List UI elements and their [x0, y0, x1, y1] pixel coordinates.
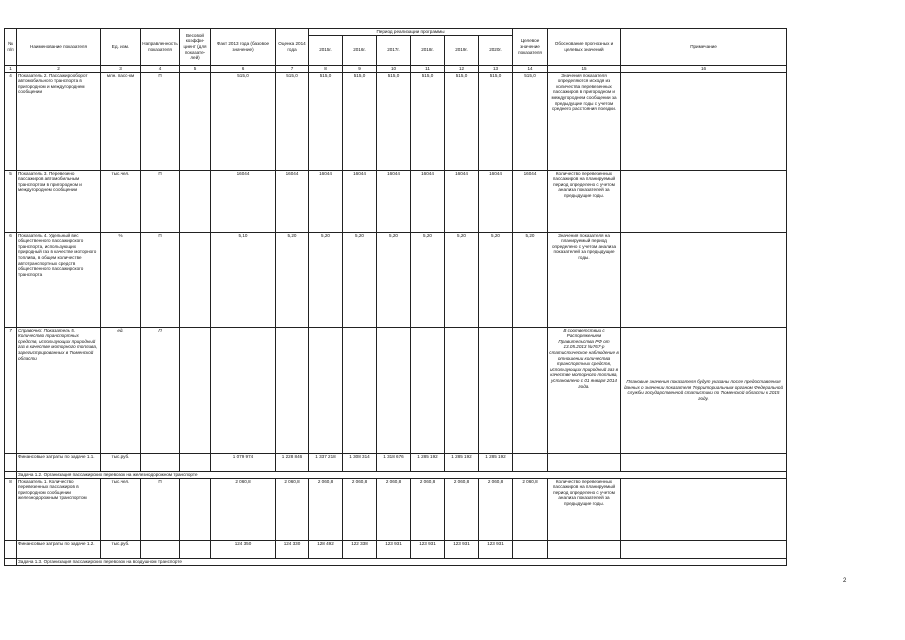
row-year-value	[479, 327, 513, 453]
row-year-value: 16044	[445, 170, 479, 232]
finance-unit: тыс.руб.	[101, 453, 141, 471]
header-weight: Весовой коэффи-циент (для показате-лей)	[180, 29, 211, 66]
column-number: 3	[101, 65, 141, 72]
page-number: 2	[843, 578, 847, 584]
header-fact2013: Факт 2013 года (базовое значение)	[211, 29, 276, 66]
row-year-value	[377, 327, 411, 453]
column-number: 4	[141, 65, 180, 72]
row-target: 5,20	[513, 232, 548, 327]
task-title: Задача 1.2. Организация пассажирских перевозок на железнодорожном транспорте	[17, 471, 787, 478]
row-indicator-name: Справочно: Показатель 5. Количество транспортных средств, использующих природный газ в качестве моторного топлива, зарегистрированных в Тюменской области	[17, 327, 101, 453]
row-year-value: 515,0	[309, 72, 343, 170]
row-fact2013: 16044	[211, 170, 276, 232]
finance-fact2013: 1 079 974	[211, 453, 276, 471]
row-no: 4	[5, 72, 17, 170]
column-number: 7	[276, 65, 309, 72]
row-year-value: 5,20	[479, 232, 513, 327]
finance-year-value: 1 285 192	[411, 453, 445, 471]
column-number: 14	[513, 65, 548, 72]
column-number: 13	[479, 65, 513, 72]
row-justification: Значения показателя определяются исходя из количества перевезенных пассажиров в пригородном и междугороднем сообщении за предыдущие годы с учетом среднего расстояния поездки.	[548, 72, 621, 170]
finance-year-value: 122 338	[343, 540, 377, 558]
row-indicator-name: Показатель 4. Удельный вес общественного пассажирского транспорта, использующих природный газ в качестве моторного топлива, в общем количестве автотранспортных средств общественного пассажирского транспорта	[17, 232, 101, 327]
row-direction: П	[141, 232, 180, 327]
row-weight	[180, 327, 211, 453]
row-year-value: 5,20	[377, 232, 411, 327]
row-est2014: 2 060,8	[276, 478, 309, 540]
column-number: 16	[621, 65, 787, 72]
row-note: Плановые значения показателя будут указаны после предоставления данных о значении показателя Территориальным органом Федеральной службы государственной статистики по Тюменской области к 2015 году.	[621, 327, 787, 453]
row-justification: Количество перевезенных пассажиров на планируемый период определено с учетом анализа показателей за предыдущие годы.	[548, 170, 621, 232]
table-row	[5, 478, 787, 540]
row-year-value: 5,20	[343, 232, 377, 327]
table-row	[5, 170, 787, 232]
row-year-value: 16044	[411, 170, 445, 232]
finance-year-value: 1 337 218	[309, 453, 343, 471]
finance-est2014: 124 330	[276, 540, 309, 558]
row-year-value	[309, 327, 343, 453]
header-period: Период реализации программы	[309, 29, 513, 36]
finance-year-value: 123 931	[479, 540, 513, 558]
header-year: 2020г.	[479, 35, 513, 65]
row-year-value: 5,20	[411, 232, 445, 327]
finance-unit: тыс.руб.	[101, 540, 141, 558]
column-number: 6	[211, 65, 276, 72]
row-indicator-name: Показатель 3. Перевезено пассажиров автомобильным транспортом в пригородном и междугороднем сообщении	[17, 170, 101, 232]
row-year-value: 16044	[343, 170, 377, 232]
row-direction: П	[141, 327, 180, 453]
row-year-value: 2 060,8	[309, 478, 343, 540]
row-year-value	[411, 327, 445, 453]
row-year-value: 515,0	[377, 72, 411, 170]
column-number: 12	[445, 65, 479, 72]
column-number: 2	[17, 65, 101, 72]
finance-year-value: 123 931	[445, 540, 479, 558]
row-unit: тыс.чел.	[101, 170, 141, 232]
row-year-value: 515,0	[479, 72, 513, 170]
finance-year-value: 1 318 676	[377, 453, 411, 471]
document-sheet	[4, 28, 787, 566]
column-number: 8	[309, 65, 343, 72]
header-unit: Ед. изм.	[101, 29, 141, 66]
row-fact2013	[211, 327, 276, 453]
row-year-value: 2 060,8	[343, 478, 377, 540]
row-direction: П	[141, 72, 180, 170]
header-no: № п/п	[5, 29, 17, 66]
finance-est2014: 1 228 846	[276, 453, 309, 471]
row-weight	[180, 170, 211, 232]
row-justification: Значения показателя на планируемый период определено с учетом анализа показателей за предыдущие годы.	[548, 232, 621, 327]
row-year-value: 2 060,8	[445, 478, 479, 540]
row-target: 16044	[513, 170, 548, 232]
finance-fact2013: 124 350	[211, 540, 276, 558]
finance-row	[5, 540, 787, 558]
column-number: 15	[548, 65, 621, 72]
row-est2014: 16044	[276, 170, 309, 232]
finance-row	[5, 453, 787, 471]
column-number: 9	[343, 65, 377, 72]
row-est2014	[276, 327, 309, 453]
header-year: 2017г.	[377, 35, 411, 65]
finance-year-value: 123 931	[411, 540, 445, 558]
column-number: 10	[377, 65, 411, 72]
row-fact2013: 2 060,8	[211, 478, 276, 540]
row-year-value: 5,20	[309, 232, 343, 327]
finance-label: Финансовые затраты по задаче 1.2.	[17, 540, 101, 558]
header-direction: Направленность показателя	[141, 29, 180, 66]
header-justification: Обоснование прогнозных и целевых значений	[548, 29, 621, 66]
row-no: 8	[5, 478, 17, 540]
table-header	[5, 29, 787, 66]
table-row	[5, 72, 787, 170]
table-row	[5, 232, 787, 327]
row-no: 7	[5, 327, 17, 453]
row-note	[621, 232, 787, 327]
row-year-value: 2 060,8	[377, 478, 411, 540]
row-no: 5	[5, 170, 17, 232]
row-indicator-name: Показатель 2. Пассажирооборот автомобильного транспорта в пригородном и междугороднем сообщении	[17, 72, 101, 170]
row-year-value: 2 060,8	[411, 478, 445, 540]
indicators-table	[4, 28, 787, 566]
row-note	[621, 170, 787, 232]
finance-year-value: 1 285 192	[445, 453, 479, 471]
row-unit: ед.	[101, 327, 141, 453]
row-year-value: 2 060,8	[479, 478, 513, 540]
table-row	[5, 327, 787, 453]
row-weight	[180, 72, 211, 170]
row-justification: Количество перевезенных пассажиров на планируемый период определено с учетом анализа показателей за предыдущие годы.	[548, 478, 621, 540]
row-justification: В соответствии с Распоряжением Правительства РФ от 13.05.2013 №767-р статистическое наблюдение в отношении количества транспортных средств, использующих природный газ в качестве моторного топлива, установлено с 01 января 2014 года.	[548, 327, 621, 453]
row-weight	[180, 478, 211, 540]
row-target: 515,0	[513, 72, 548, 170]
finance-label: Финансовые затраты по задаче 1.1.	[17, 453, 101, 471]
row-unit: тыс.чел.	[101, 478, 141, 540]
row-direction: П	[141, 478, 180, 540]
row-year-value	[445, 327, 479, 453]
row-unit: млн. пасс-км	[101, 72, 141, 170]
header-year: 2019г.	[445, 35, 479, 65]
finance-year-value: 123 931	[377, 540, 411, 558]
row-fact2013: 515,0	[211, 72, 276, 170]
header-indicator: Наименование показателя	[17, 29, 101, 66]
header-year: 2018г.	[411, 35, 445, 65]
header-target: Целевое значение показателя	[513, 29, 548, 66]
row-year-value: 16044	[479, 170, 513, 232]
row-year-value: 515,0	[343, 72, 377, 170]
row-year-value: 515,0	[445, 72, 479, 170]
column-number: 5	[180, 65, 211, 72]
row-fact2013: 5,10	[211, 232, 276, 327]
row-direction: П	[141, 170, 180, 232]
row-year-value	[343, 327, 377, 453]
row-weight	[180, 232, 211, 327]
header-note: Примечание	[621, 29, 787, 66]
row-no: 6	[5, 232, 17, 327]
column-number: 11	[411, 65, 445, 72]
row-note	[621, 72, 787, 170]
row-note	[621, 478, 787, 540]
row-unit: %	[101, 232, 141, 327]
row-target	[513, 327, 548, 453]
row-est2014: 515,0	[276, 72, 309, 170]
header-est2014: Оценка 2014 года	[276, 29, 309, 66]
task-row	[5, 471, 787, 478]
header-year: 2016г.	[343, 35, 377, 65]
row-year-value: 16044	[377, 170, 411, 232]
finance-year-value: 1 285 192	[479, 453, 513, 471]
row-year-value: 515,0	[411, 72, 445, 170]
row-year-value: 5,20	[445, 232, 479, 327]
row-year-value: 16044	[309, 170, 343, 232]
task-row	[5, 558, 787, 565]
row-est2014: 5,20	[276, 232, 309, 327]
header-year: 2015г.	[309, 35, 343, 65]
finance-year-value: 1 308 314	[343, 453, 377, 471]
column-number: 1	[5, 65, 17, 72]
finance-year-value: 128 492	[309, 540, 343, 558]
task-title: Задача 1.3. Организация пассажирских перевозок на воздушном транспорте	[17, 558, 787, 565]
column-number-row	[5, 65, 787, 72]
row-target: 2 060,8	[513, 478, 548, 540]
row-indicator-name: Показатель 1. Количество перевезенных пассажиров в пригородном сообщении железнодорожным транспортом	[17, 478, 101, 540]
